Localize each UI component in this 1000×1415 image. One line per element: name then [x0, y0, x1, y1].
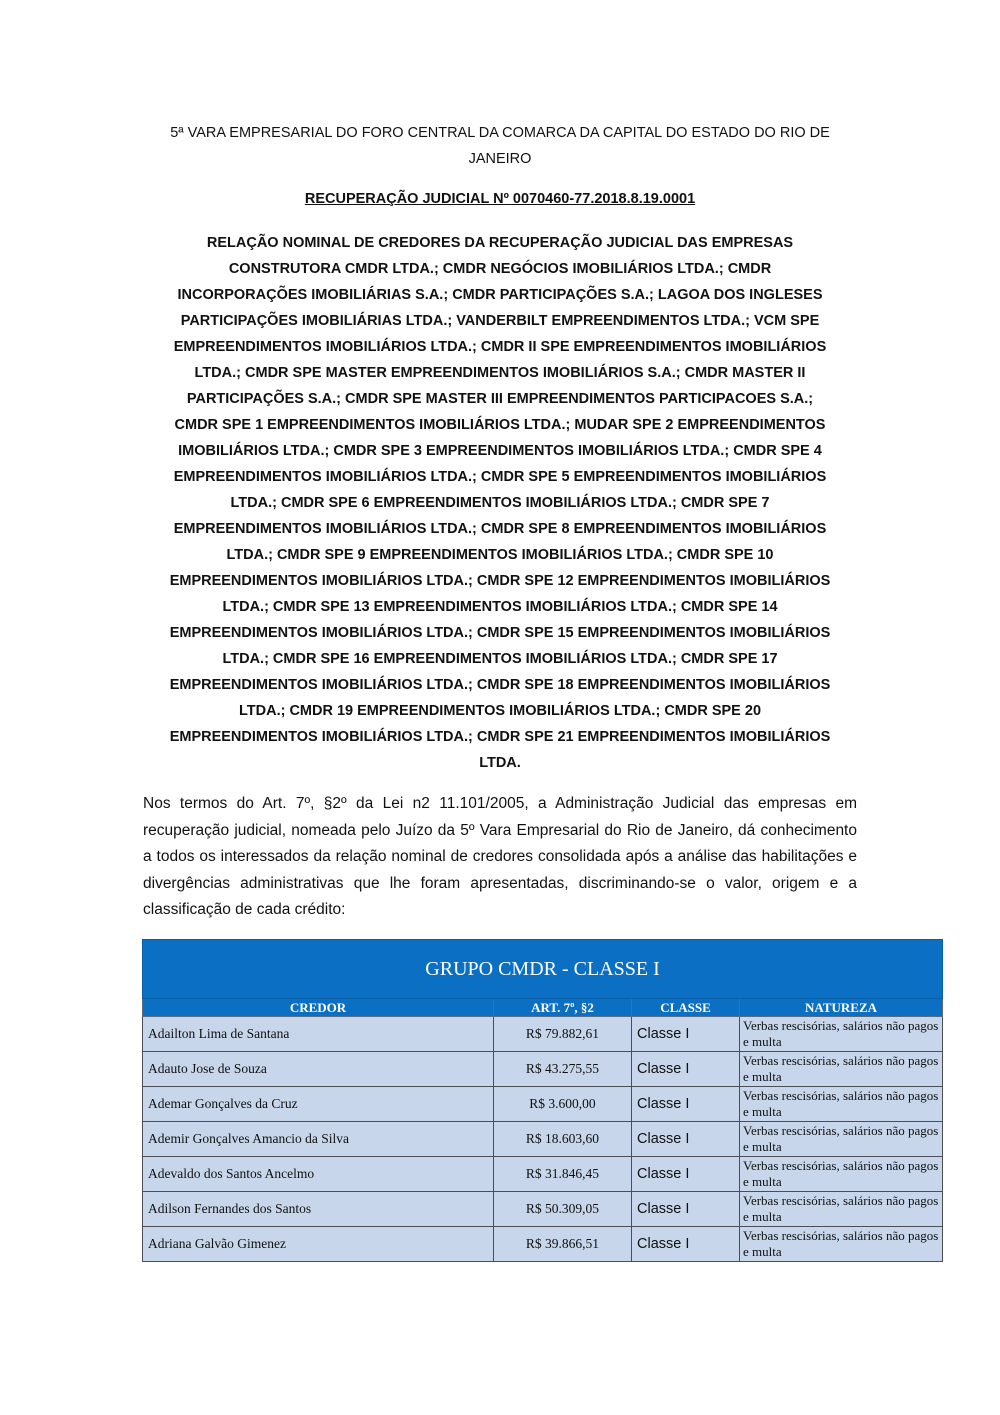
title-line: LTDA.; CMDR 19 EMPREENDIMENTOS IMOBILIÁRIOS LTDA.; CMDR SPE 20 [238, 703, 762, 719]
cell-credor: Ademar Gonçalves da Cruz [143, 1087, 494, 1122]
cell-valor: R$ 43.275,55 [494, 1052, 632, 1087]
title-line: EMPREENDIMENTOS IMOBILIÁRIOS LTDA.; CMDR SPE 18 EMPREENDIMENTOS IMOBILIÁRIOS [169, 677, 831, 693]
cell-valor: R$ 3.600,00 [494, 1087, 632, 1122]
intro-paragraph: Nos termos do Art. 7º, §2º da Lei n2 11.101/2005, a Administração Judicial das empresas em recuperação judicial, nomeada pelo Juízo da 5º Vara Empresarial do Rio de Janeiro, dá conhecimento a todos os interessados da relação nominal de credores consolidada após a análise das habilitações e divergências administrativas que lhe foram apresentadas, discriminando-se o valor, origem e a classificação de cada crédito: [143, 795, 857, 918]
title-line: RELAÇÃO NOMINAL DE CREDORES DA RECUPERAÇÃO JUDICIAL DAS EMPRESAS [206, 235, 794, 251]
cell-credor: Adilson Fernandes dos Santos [143, 1192, 494, 1227]
case-number: RECUPERAÇÃO JUDICIAL Nº 0070460-77.2018.8.19.0001 [304, 191, 696, 207]
title-line: EMPREENDIMENTOS IMOBILIÁRIOS LTDA.; CMDR SPE 21 EMPREENDIMENTOS IMOBILIÁRIOS [169, 729, 831, 745]
cell-credor: Adevaldo dos Santos Ancelmo [143, 1157, 494, 1192]
title-line: LTDA. [479, 755, 521, 771]
title-line: LTDA.; CMDR SPE MASTER EMPREENDIMENTOS IMOBILIÁRIOS S.A.; CMDR MASTER II [194, 365, 806, 381]
cell-natureza: Verbas rescisórias, salários não pagos e multa [740, 1052, 943, 1087]
court-heading-line-2: JANEIRO [468, 151, 532, 167]
title-line: PARTICIPAÇÕES IMOBILIÁRIAS LTDA.; VANDERBILT EMPREENDIMENTOS LTDA.; VCM SPE [180, 313, 820, 329]
title-line: EMPREENDIMENTOS IMOBILIÁRIOS LTDA.; CMDR SPE 12 EMPREENDIMENTOS IMOBILIÁRIOS [169, 573, 831, 589]
cell-natureza: Verbas rescisórias, salários não pagos e multa [740, 1122, 943, 1157]
title-line: EMPREENDIMENTOS IMOBILIÁRIOS LTDA.; CMDR II SPE EMPREENDIMENTOS IMOBILIÁRIOS [173, 339, 827, 355]
column-header-natureza: NATUREZA [740, 999, 943, 1017]
cell-natureza: Verbas rescisórias, salários não pagos e multa [740, 1227, 943, 1262]
cell-natureza: Verbas rescisórias, salários não pagos e multa [740, 1087, 943, 1122]
table-row [143, 1227, 943, 1262]
title-line: LTDA.; CMDR SPE 16 EMPREENDIMENTOS IMOBILIÁRIOS LTDA.; CMDR SPE 17 [222, 651, 778, 667]
table-row [143, 1157, 943, 1192]
cell-valor: R$ 31.846,45 [494, 1157, 632, 1192]
title-line: EMPREENDIMENTOS IMOBILIÁRIOS LTDA.; CMDR SPE 5 EMPREENDIMENTOS IMOBILIÁRIOS [173, 469, 827, 485]
court-heading [130, 120, 870, 172]
cell-classe: Classe I [632, 1017, 740, 1052]
title-line: LTDA.; CMDR SPE 9 EMPREENDIMENTOS IMOBILIÁRIOS LTDA.; CMDR SPE 10 [226, 547, 774, 563]
table-row [143, 1052, 943, 1087]
title-line: IMOBILIÁRIOS LTDA.; CMDR SPE 3 EMPREENDIMENTOS IMOBILIÁRIOS LTDA.; CMDR SPE 4 [178, 443, 822, 459]
cell-valor: R$ 18.603,60 [494, 1122, 632, 1157]
cell-classe: Classe I [632, 1192, 740, 1227]
cell-classe: Classe I [632, 1052, 740, 1087]
column-header-classe: CLASSE [632, 999, 740, 1017]
table-row [143, 1192, 943, 1227]
document-title [140, 230, 860, 776]
cell-valor: R$ 39.866,51 [494, 1227, 632, 1262]
court-heading-line-1: 5ª VARA EMPRESARIAL DO FORO CENTRAL DA COMARCA DA CAPITAL DO ESTADO DO RIO DE [170, 125, 830, 141]
table-row [143, 1017, 943, 1052]
title-line: INCORPORAÇÕES IMOBILIÁRIAS S.A.; CMDR PARTICIPAÇÕES S.A.; LAGOA DOS INGLESES [177, 287, 823, 303]
title-line: LTDA.; CMDR SPE 13 EMPREENDIMENTOS IMOBILIÁRIOS LTDA.; CMDR SPE 14 [222, 599, 778, 615]
title-line: EMPREENDIMENTOS IMOBILIÁRIOS LTDA.; CMDR SPE 8 EMPREENDIMENTOS IMOBILIÁRIOS [173, 521, 827, 537]
cell-natureza: Verbas rescisórias, salários não pagos e multa [740, 1157, 943, 1192]
cell-classe: Classe I [632, 1157, 740, 1192]
cell-natureza: Verbas rescisórias, salários não pagos e multa [740, 1017, 943, 1052]
creditors-table [142, 939, 943, 1262]
cell-classe: Classe I [632, 1087, 740, 1122]
cell-credor: Adauto Jose de Souza [143, 1052, 494, 1087]
cell-valor: R$ 50.309,05 [494, 1192, 632, 1227]
cell-credor: Adriana Galvão Gimenez [143, 1227, 494, 1262]
table-row [143, 1122, 943, 1157]
creditors-table-wrapper [142, 939, 942, 1262]
column-header-art: ART. 7º, §2 [494, 999, 632, 1017]
group-title: GRUPO CMDR - CLASSE I [143, 940, 943, 999]
title-line: PARTICIPAÇÕES S.A.; CMDR SPE MASTER III EMPREENDIMENTOS PARTICIPACOES S.A.; [186, 391, 814, 407]
cell-classe: Classe I [632, 1227, 740, 1262]
title-line: CONSTRUTORA CMDR LTDA.; CMDR NEGÓCIOS IMOBILIÁRIOS LTDA.; CMDR [228, 261, 772, 277]
table-row [143, 1087, 943, 1122]
column-header-row [143, 999, 943, 1017]
cell-classe: Classe I [632, 1122, 740, 1157]
column-header-credor: CREDOR [143, 999, 494, 1017]
cell-credor: Ademir Gonçalves Amancio da Silva [143, 1122, 494, 1157]
group-header-row [143, 940, 943, 999]
title-line: EMPREENDIMENTOS IMOBILIÁRIOS LTDA.; CMDR SPE 15 EMPREENDIMENTOS IMOBILIÁRIOS [169, 625, 831, 641]
table-body [143, 1017, 943, 1262]
cell-natureza: Verbas rescisórias, salários não pagos e multa [740, 1192, 943, 1227]
title-line: LTDA.; CMDR SPE 6 EMPREENDIMENTOS IMOBILIÁRIOS LTDA.; CMDR SPE 7 [230, 495, 770, 511]
cell-credor: Adailton Lima de Santana [143, 1017, 494, 1052]
cell-valor: R$ 79.882,61 [494, 1017, 632, 1052]
title-line: CMDR SPE 1 EMPREENDIMENTOS IMOBILIÁRIOS LTDA.; MUDAR SPE 2 EMPREENDIMENTOS [174, 417, 826, 433]
